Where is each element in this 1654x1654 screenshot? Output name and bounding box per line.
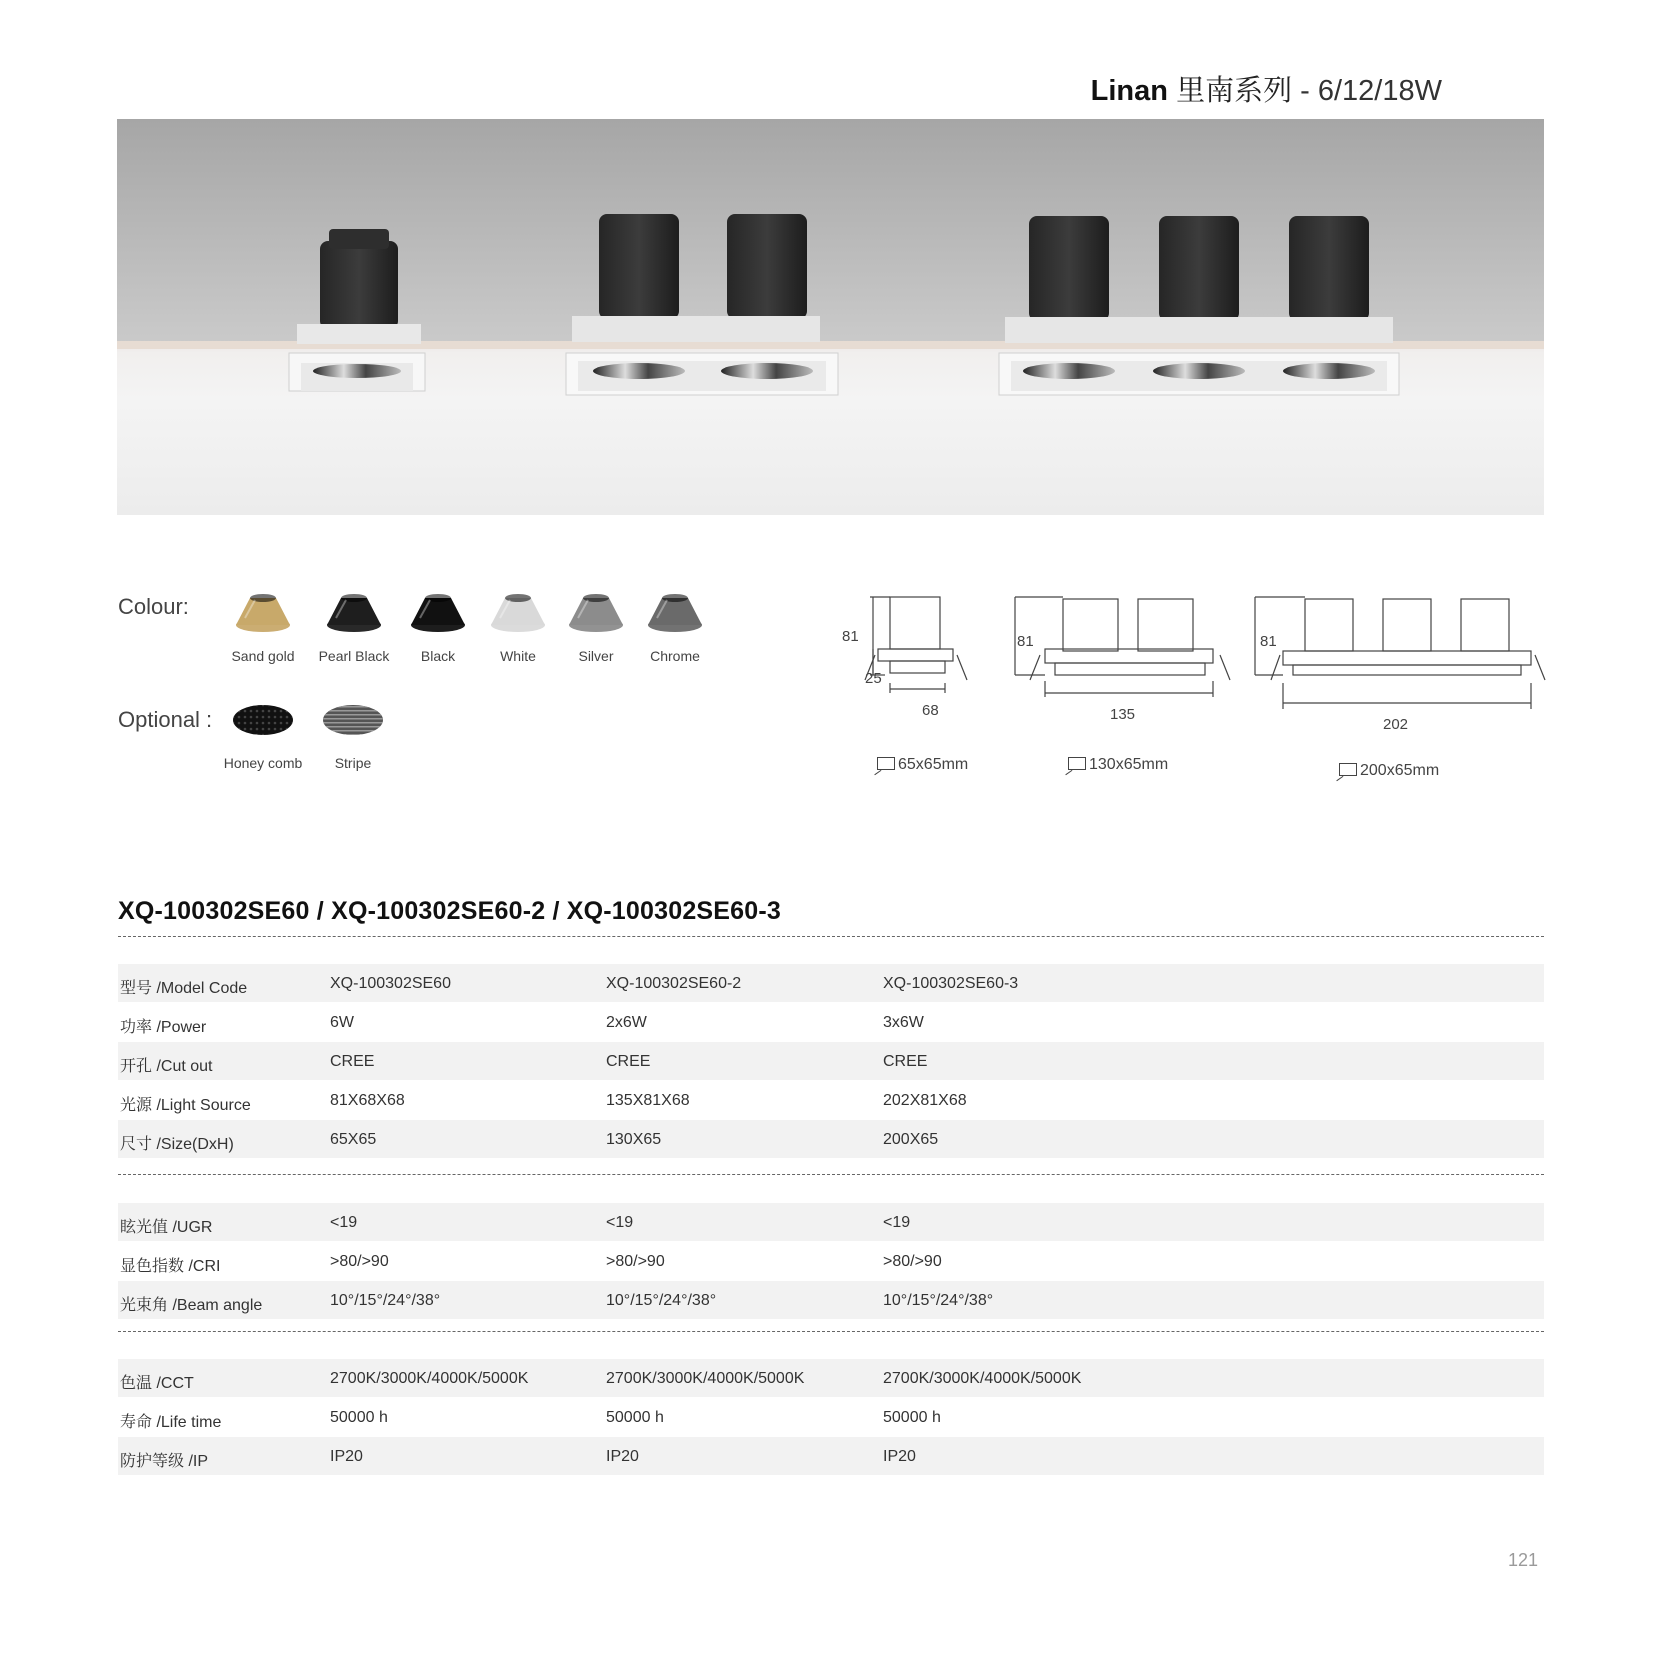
spec-row-label: 尺寸 /Size(DxH) [120, 1136, 234, 1153]
spec-value: 10°/15°/24°/38° [606, 1292, 717, 1309]
title-separator: - [1292, 75, 1318, 107]
optional-label-text: Stripe [334, 755, 372, 771]
cutout-icon [1068, 757, 1086, 770]
cutout-icon [1339, 763, 1357, 776]
dim-2-width: 135 [1110, 706, 1136, 723]
optional-label: Optional : [118, 707, 213, 732]
reflector-swatch-icon [408, 588, 468, 634]
spec-row [118, 1437, 1544, 1475]
optional-label-text: Honey comb [223, 755, 303, 771]
spec-value: 50000 h [883, 1409, 941, 1426]
spec-value: IP20 [330, 1448, 363, 1465]
spec-value: CREE [883, 1053, 928, 1070]
spec-value: 10°/15°/24°/38° [883, 1292, 994, 1309]
spec-row [118, 1281, 1544, 1319]
spec-row [118, 1003, 1544, 1041]
stripe-icon [320, 702, 386, 743]
colour-swatch-label: Pearl Black [318, 648, 390, 664]
spec-value: 6W [330, 1014, 354, 1031]
spec-row [118, 1398, 1544, 1436]
spec-row-label: 眩光值 /UGR [120, 1219, 213, 1236]
dashed-divider [118, 1331, 1544, 1332]
dim-2-height: 81 [1017, 633, 1034, 650]
dashed-divider [118, 1174, 1544, 1175]
spec-value: 130X65 [606, 1131, 662, 1148]
colour-swatch-pearl-black [324, 588, 384, 639]
spec-row [118, 1042, 1544, 1080]
cutout-icon [877, 757, 895, 770]
colour-swatch-black [408, 588, 468, 639]
spec-value: XQ-100302SE60-2 [606, 975, 742, 992]
spec-row [118, 964, 1544, 1002]
colour-swatch-label: Black [420, 648, 456, 664]
reflector-swatch-icon [324, 588, 384, 634]
spec-row [118, 1203, 1544, 1241]
brand-name: Linan [1090, 75, 1168, 107]
spec-row-label: 显色指数 /CRI [120, 1258, 221, 1275]
dashed-divider [118, 936, 1544, 937]
spec-value: IP20 [606, 1448, 639, 1465]
colour-swatch-sand-gold [233, 588, 293, 639]
spec-row-label: 功率 /Power [120, 1019, 207, 1036]
spec-value: <19 [330, 1214, 358, 1231]
spec-value: XQ-100302SE60-3 [883, 975, 1019, 992]
honeycomb-icon [230, 702, 296, 743]
spec-value: 200X65 [883, 1131, 939, 1148]
spec-value: <19 [606, 1214, 634, 1231]
spec-value: 202X81X68 [883, 1092, 967, 1109]
spec-row [118, 1242, 1544, 1280]
dim-1-recess: 25 [865, 670, 882, 687]
wattage-range: 6/12/18W [1317, 75, 1442, 107]
colour-swatch-label: White [500, 648, 536, 664]
spec-value: 65X65 [330, 1131, 377, 1148]
spec-row-label: 开孔 /Cut out [120, 1058, 213, 1075]
dim-3-height: 81 [1260, 633, 1277, 650]
spec-value: >80/>90 [330, 1253, 389, 1270]
spec-row-label: 色温 /CCT [120, 1375, 194, 1392]
series-name: 里南系列 [1176, 75, 1293, 107]
spec-value: 2700K/3000K/4000K/5000K [330, 1370, 529, 1387]
downlight-illustration [117, 119, 1544, 515]
double-fixture [566, 214, 838, 395]
dim-1-height: 81 [842, 628, 859, 645]
reflector-swatch-icon [488, 588, 548, 634]
spec-value: 2700K/3000K/4000K/5000K [883, 1370, 1082, 1387]
spec-value: >80/>90 [606, 1253, 665, 1270]
spec-value: >80/>90 [883, 1253, 942, 1270]
colour-swatch-silver [566, 588, 626, 639]
dim-1-cutout: 65x65mm [877, 756, 968, 774]
colour-swatch-label: Sand gold [231, 648, 295, 664]
colour-swatch-label: Chrome [650, 648, 700, 664]
spec-row-label: 型号 /Model Code [120, 980, 248, 997]
reflector-swatch-icon [645, 588, 705, 634]
reflector-swatch-icon [233, 588, 293, 634]
spec-value: 81X68X68 [330, 1092, 405, 1109]
spec-value: 3x6W [883, 1014, 924, 1031]
dim-2-cutout: 130x65mm [1068, 756, 1168, 774]
spec-row-label: 防护等级 /IP [120, 1453, 209, 1470]
spec-row [118, 1120, 1544, 1158]
triple-fixture [999, 216, 1399, 395]
spec-value: CREE [330, 1053, 375, 1070]
spec-value: 2x6W [606, 1014, 647, 1031]
dimension-drawings [835, 585, 1555, 785]
spec-row-label: 光束角 /Beam angle [120, 1297, 263, 1314]
product-hero-image [117, 119, 1544, 515]
colour-swatch-chrome [645, 588, 705, 639]
spec-value: XQ-100302SE60 [330, 975, 451, 992]
reflector-swatch-icon [566, 588, 626, 634]
spec-title: XQ-100302SE60 / XQ-100302SE60-2 / XQ-100302SE60-3 [118, 897, 782, 925]
page-number: 121 [1508, 1550, 1539, 1570]
single-fixture [289, 229, 425, 391]
spec-value: <19 [883, 1214, 911, 1231]
page-title [1091, 68, 1442, 109]
spec-row-label: 寿命 /Life time [120, 1414, 222, 1431]
dim-1-width: 68 [922, 702, 939, 719]
colour-swatch-white [488, 588, 548, 639]
spec-value: 50000 h [606, 1409, 664, 1426]
spec-value: 2700K/3000K/4000K/5000K [606, 1370, 805, 1387]
spec-value: IP20 [883, 1448, 916, 1465]
spec-value: 50000 h [330, 1409, 388, 1426]
spec-row [118, 1081, 1544, 1119]
spec-row-label: 光源 /Light Source [120, 1097, 251, 1114]
spec-value: CREE [606, 1053, 651, 1070]
colour-swatch-label: Silver [578, 648, 614, 664]
dim-3-width: 202 [1383, 716, 1409, 733]
spec-value: 135X81X68 [606, 1092, 690, 1109]
dim-3-cutout: 200x65mm [1339, 762, 1439, 780]
spec-row [118, 1359, 1544, 1397]
spec-value: 10°/15°/24°/38° [330, 1292, 441, 1309]
colour-label: Colour: [118, 594, 189, 619]
